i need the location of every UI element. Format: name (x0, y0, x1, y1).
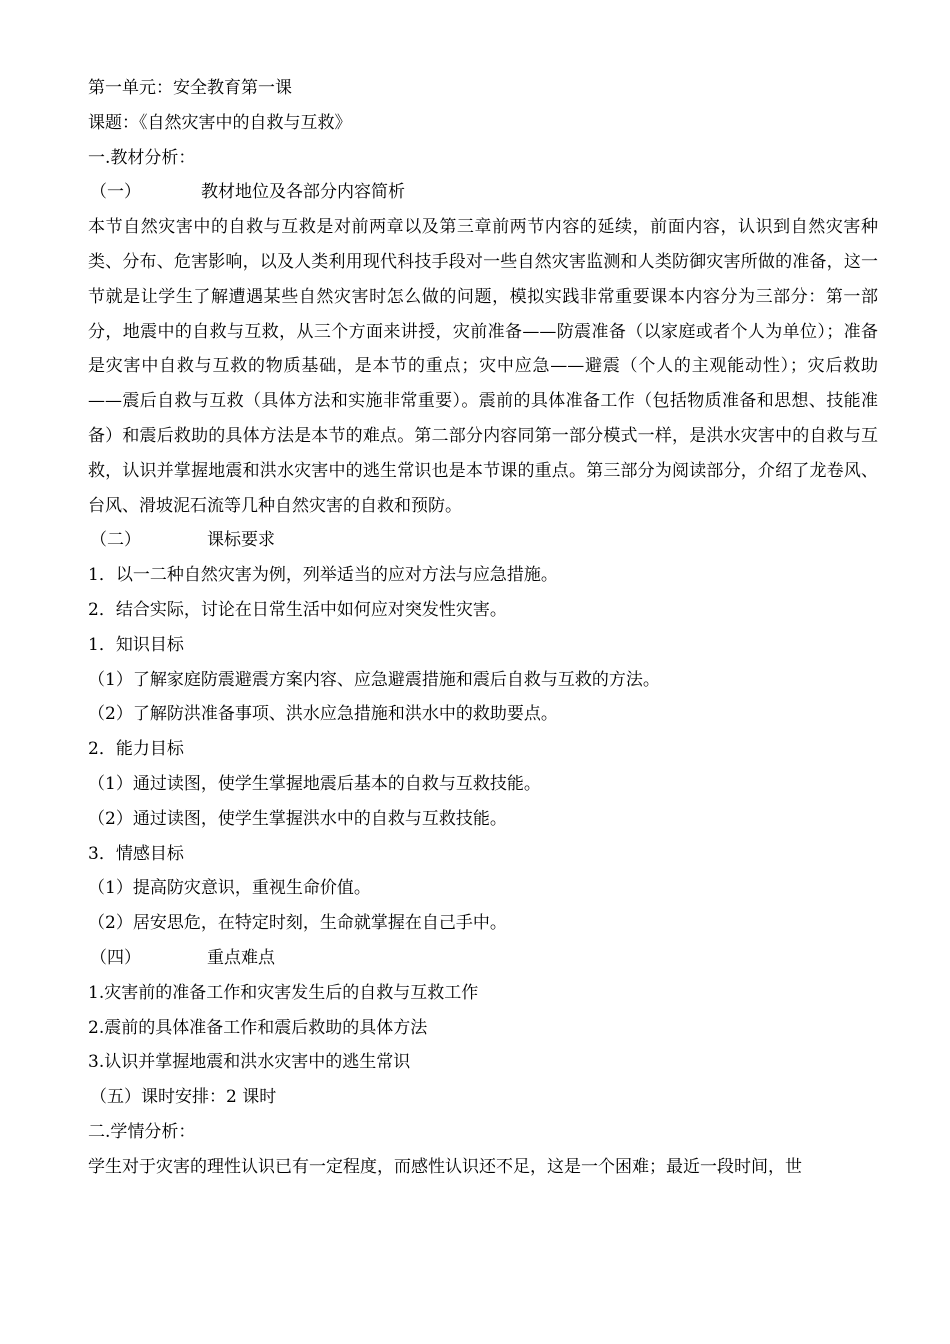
goal-item: （2）了解防洪准备事项、洪水应急措施和洪水中的救助要点。 (88, 704, 558, 725)
goal-heading-emotion: 3．情感目标 (88, 843, 184, 864)
goal-item: （2）居安思危，在特定时刻，生命就掌握在自己手中。 (88, 913, 507, 934)
subsection-heading-five: （五）课时安排：2 课时 (90, 1087, 277, 1108)
requirement-item: 1．以一二种自然灾害为例，列举适当的应对方法与应急措施。 (88, 565, 558, 586)
goal-heading-ability: 2．能力目标 (88, 739, 184, 760)
key-point-item: 3.认识并掌握地震和洪水灾害中的逃生常识 (88, 1052, 411, 1073)
document-page (88, 71, 878, 1185)
key-point-item: 2.震前的具体准备工作和震后救助的具体方法 (88, 1017, 428, 1038)
subsection-title: 课标要求 (207, 530, 275, 551)
section-heading-students: 二.学情分析： (88, 1121, 196, 1142)
subsection-title: 教材地位及各部分内容简析 (201, 182, 405, 203)
goal-item: （2）通过读图，使学生掌握洪水中的自救与互救技能。 (88, 808, 507, 829)
subsection-title: 重点难点 (207, 947, 275, 968)
paragraph-student-analysis: 学生对于灾害的理性认识已有一定程度，而感性认识还不足，这是一个困难；最近一段时间，世 (88, 1156, 802, 1177)
goal-item: （1）了解家庭防震避震方案内容、应急避震措施和震后自救与互救的方法。 (88, 669, 660, 690)
unit-title: 第一单元：安全教育第一课 (88, 78, 292, 98)
subsection-heading-one (88, 175, 878, 210)
key-point-item: 1.灾害前的准备工作和灾害发生后的自救与互救工作 (88, 982, 479, 1003)
paragraph-material-analysis: 本节自然灾害中的自救与互救是对前两章以及第三章前两节内容的延续，前面内容，认识到自然灾害种类、分布、危害影响，以及人类利用现代科技手段对一些自然灾害监测和人类防御灾害所做的准备，这一节就是让学生了解遭遇某些自然灾害时怎么做的问题，模拟实践非常重要课本内容分为三部分：第一部分，地震中的自救与互救，从三个方面来讲授，灾前准备——防震准备（以家庭或者个人为单位）；准备是灾害中自救与互救的物质基础，是本节的重点；灾中应急——避震（个人的主观能动性）；灾后救助——震后自救与互救（具体方法和实施非常重要）。震前的具体准备工作（包括物质准备和思想、技能准备）和震后救助的具体方法是本节的难点。第二部分内容同第一部分模式一样，是洪水灾害中的自救与互救，认识并掌握地震和洪水灾害中的逃生常识也是本节课的重点。第三部分为阅读部分，介绍了龙卷风、台风、滑坡泥石流等几种自然灾害的自救和预防。 (88, 217, 878, 516)
requirement-item: 2．结合实际，讨论在日常生活中如何应对突发性灾害。 (88, 599, 507, 620)
subsection-number: （一） (90, 182, 141, 203)
goal-item: （1）通过读图，使学生掌握地震后基本的自救与互救技能。 (88, 773, 541, 794)
lesson-title: 课题：《自然灾害中的自救与互救》 (88, 112, 352, 133)
goal-heading-knowledge: 1．知识目标 (88, 634, 184, 655)
goal-item: （1）提高防灾意识，重视生命价值。 (88, 878, 371, 899)
section-heading-materials: 一.教材分析： (88, 147, 196, 168)
subsection-heading-two (88, 523, 878, 558)
subsection-heading-four (88, 941, 878, 976)
subsection-number: （二） (90, 530, 141, 551)
subsection-number: （四） (90, 947, 141, 968)
